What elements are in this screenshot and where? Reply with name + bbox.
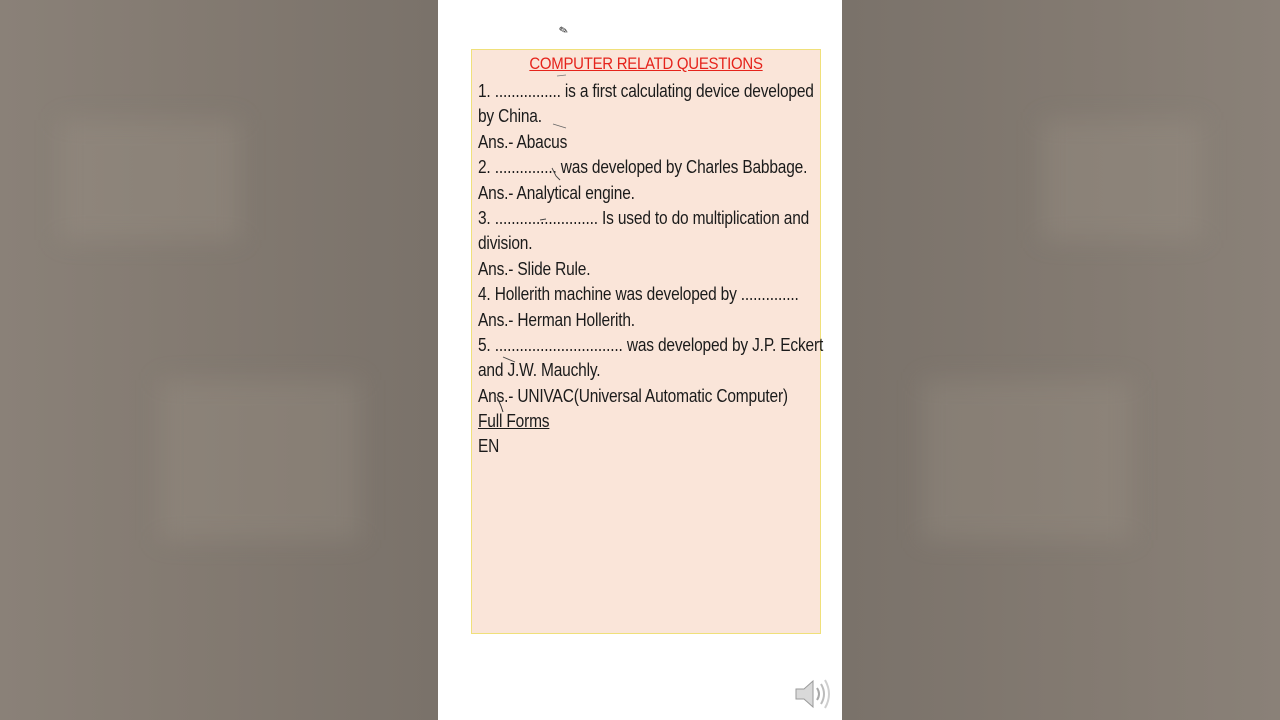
text-line: EN (478, 436, 500, 457)
answer-line: Ans.- Slide Rule. (478, 258, 591, 279)
text-line: and J.W. Mauchly. (478, 360, 601, 381)
speaker-icon[interactable] (793, 675, 831, 713)
blurred-background-right (842, 0, 1280, 720)
answer-line: Ans.- UNIVAC(Universal Automatic Computer) (478, 385, 788, 406)
text-line: 5. ............................... was developed by J.P. Eckert (478, 334, 824, 355)
text-line: 3. ......................... Is used to do multiplication and (478, 207, 810, 228)
pen-cursor-icon: ✎ (557, 23, 570, 38)
text-line: division. (478, 233, 533, 254)
answer-line: Ans.- Herman Hollerith. (478, 309, 635, 330)
question-card (471, 49, 824, 634)
section-heading-text: Full Forms (478, 411, 550, 432)
section-heading (478, 409, 769, 434)
text-line: by China. (478, 106, 542, 127)
text-line: 4. Hollerith machine was developed by .............. (478, 284, 799, 305)
blurred-background-left (0, 0, 438, 720)
text-line: 2. ............... was developed by Charles Babbage. (478, 157, 808, 178)
question-list (478, 79, 824, 460)
card-title: COMPUTER RELATD QUESTIONS (529, 54, 763, 73)
text-line: 1. ................ is a first calculating device developed (478, 81, 814, 101)
answer-line: Ans.- Analytical engine. (478, 182, 635, 203)
answer-line: Ans.- Abacus (478, 131, 568, 152)
